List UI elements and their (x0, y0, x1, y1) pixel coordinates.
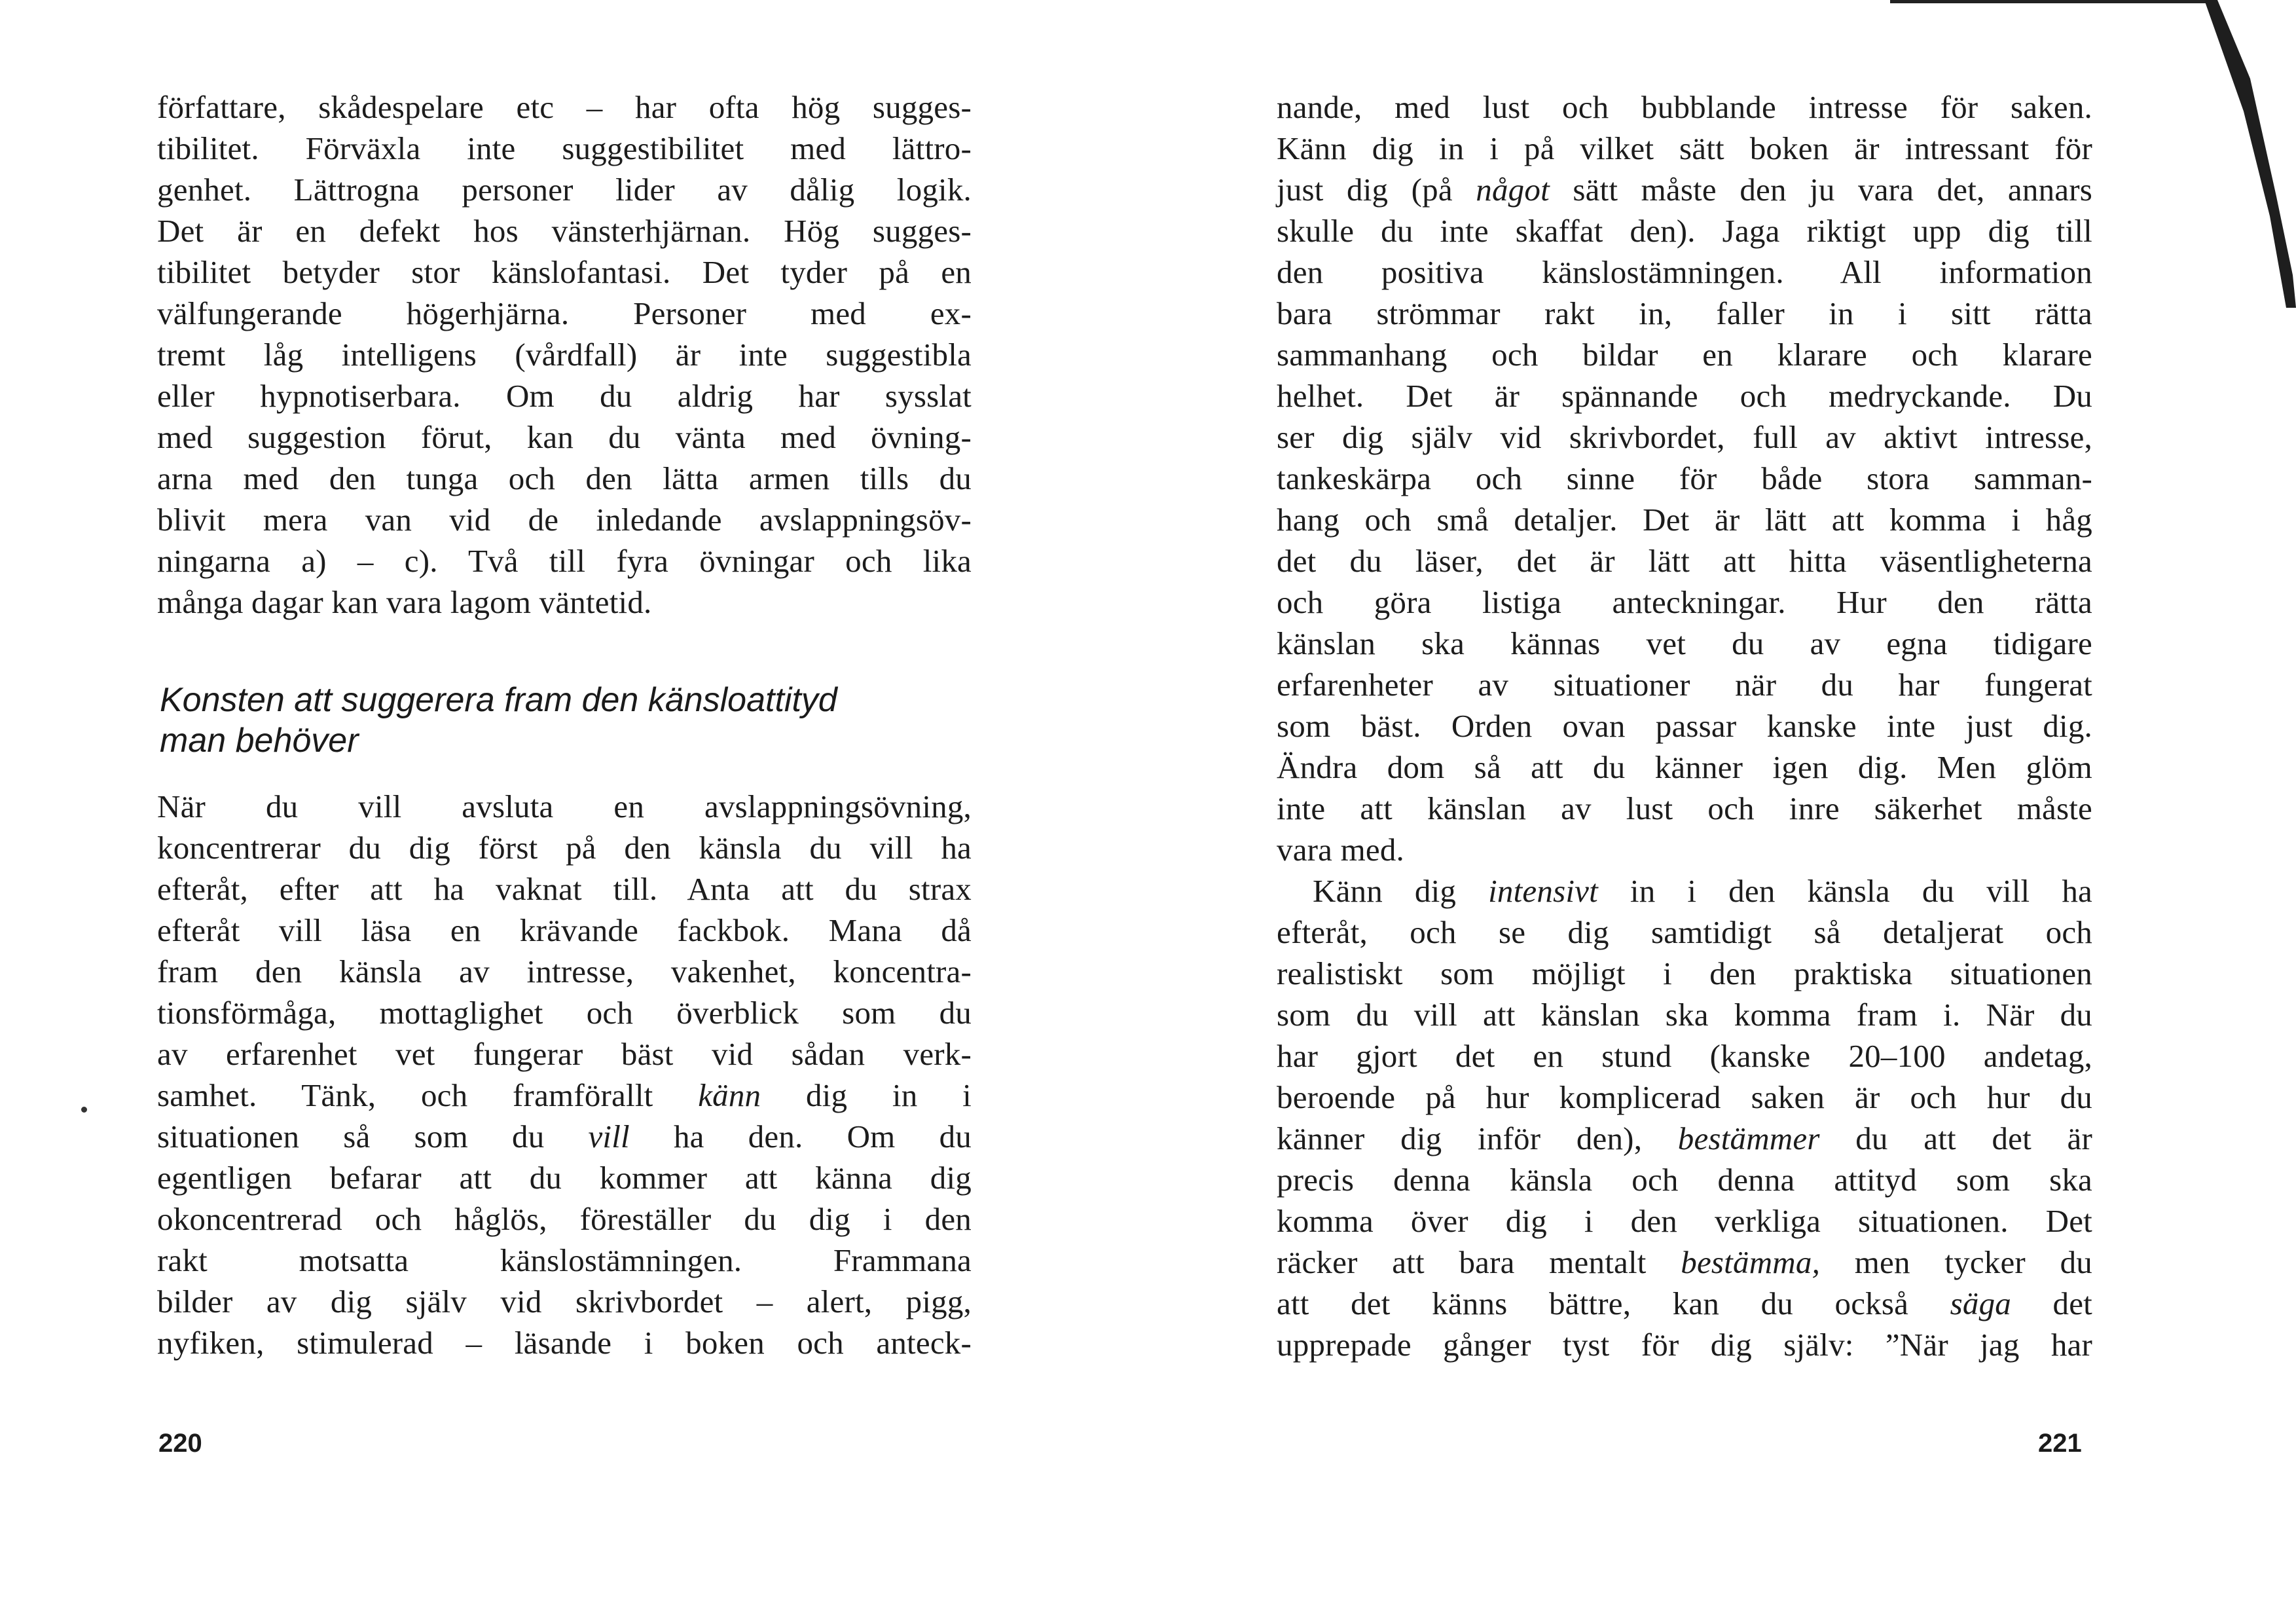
emphasized-word: något (1476, 172, 1550, 208)
page-number: 220 (158, 1429, 202, 1458)
text-line: erfarenheter av situationer när du har fungerat (1277, 667, 2092, 703)
scan-page-edge (2204, 0, 2296, 308)
text-line: blivit mera van vid de inledande avslappningsöv- (157, 502, 972, 538)
text-line: välfungerande högerhjärna. Personer med ex- (157, 295, 972, 331)
text-segment: just dig (på (1277, 172, 1476, 208)
text-line: som du vill att känslan ska komma fram i. När du (1277, 997, 2092, 1033)
emphasized-word: vill (588, 1118, 630, 1154)
text-line: och göra listiga anteckningar. Hur den rätta (1277, 584, 2092, 620)
text-line: Det är en defekt hos vänsterhjärnan. Hög sugges- (157, 213, 972, 249)
text-line (1313, 870, 2092, 912)
text-line: egentligen befarar att du kommer att känna dig (157, 1160, 972, 1196)
text-segment: ha den. Om du (629, 1118, 972, 1154)
page-number: 221 (2038, 1429, 2082, 1458)
text-line: känslan ska kännas vet du av egna tidigare (1277, 625, 2092, 661)
right-page (1148, 0, 2296, 1624)
text-segment: räcker att bara mentalt (1277, 1244, 1681, 1280)
emphasized-word: intensivt (1488, 873, 1598, 909)
text-line: den positiva känslostämningen. All information (1277, 254, 2092, 290)
text-line: ningarna a) – c). Två till fyra övningar och lika (157, 543, 972, 579)
text-line (1277, 1283, 2092, 1324)
text-line (1277, 169, 2092, 210)
text-line: tremt låg intelligens (vårdfall) är inte suggestibla (157, 337, 972, 373)
emphasized-word: känn (698, 1077, 761, 1113)
text-line: arna med den tunga och den lätta armen tills du (157, 460, 972, 496)
text-line: efteråt, efter att ha vaknat till. Anta att du strax (157, 871, 972, 907)
text-line: När du vill avsluta en avslappningsövning, (157, 788, 972, 824)
text-line: nande, med lust och bubblande intresse för saken. (1277, 89, 2092, 125)
text-segment: samhet. Tänk, och framförallt (157, 1077, 699, 1113)
text-segment: men tycker du (1820, 1244, 2092, 1280)
text-segment: det (2011, 1285, 2092, 1321)
text-line: upprepade gånger tyst för dig själv: ”När jag har (1277, 1327, 2092, 1363)
text-line: bilder av dig själv vid skrivbordet – alert, pigg, (157, 1283, 972, 1320)
text-segment: in i den känsla du vill ha (1597, 873, 2092, 909)
text-line: nyfiken, stimulerad – läsande i boken och anteck- (157, 1325, 972, 1361)
text-line: genhet. Lättrogna personer lider av dålig logik. (157, 172, 972, 208)
text-line: efteråt, och se dig samtidigt så detaljerat och (1277, 914, 2092, 950)
text-line: eller hypnotiserbara. Om du aldrig har sysslat (157, 378, 972, 414)
text-line: ser dig själv vid skrivbordet, full av aktivt intresse, (1277, 419, 2092, 455)
text-line: tankeskärpa och sinne för både stora samman- (1277, 460, 2092, 496)
section-heading-line: man behöver (160, 722, 359, 760)
text-line: okoncentrerad och håglös, föreställer du dig i den (157, 1201, 972, 1237)
emphasized-word: säga (1950, 1285, 2011, 1321)
text-line: hang och små detaljer. Det är lätt att komma i håg (1277, 502, 2092, 538)
text-line: med suggestion förut, kan du vänta med övning- (157, 419, 972, 455)
text-line: koncentrerar du dig först på den känsla du vill ha (157, 830, 972, 866)
text-line: det du läser, det är lätt att hitta väsentligheterna (1277, 543, 2092, 579)
text-line: skulle du inte skaffat den). Jaga riktigt upp dig till (1277, 213, 2092, 249)
text-line: fram den känsla av intresse, vakenhet, koncentra- (157, 953, 972, 989)
text-line: precis denna känsla och denna attityd som ska (1277, 1162, 2092, 1198)
text-line (157, 1116, 972, 1157)
text-line: tibilitet. Förväxla inte suggestibilitet med lättro- (157, 130, 972, 166)
emphasized-word: bestämma, (1681, 1244, 1821, 1280)
text-line: beroende på hur komplicerad saken är och hur du (1277, 1079, 2092, 1115)
text-line: efteråt vill läsa en krävande fackbok. Mana då (157, 912, 972, 948)
text-line: vara med. (1277, 832, 1404, 868)
text-line: komma över dig i den verkliga situationen. Det (1277, 1203, 2092, 1239)
text-line: tibilitet betyder stor känslofantasi. Det tyder på en (157, 254, 972, 290)
text-segment: känner dig inför den), (1277, 1120, 1678, 1156)
text-line: Ändra dom så att du känner igen dig. Men glöm (1277, 749, 2092, 785)
text-line: inte att känslan av lust och inre säkerhet måste (1277, 790, 2092, 826)
text-line (157, 1075, 972, 1116)
text-line: helhet. Det är spännande och medryckande. Du (1277, 378, 2092, 414)
text-segment: situationen så som du (157, 1118, 589, 1154)
text-line: Känn dig in i på vilket sätt boken är intressant för (1277, 130, 2092, 166)
scan-speck (81, 1107, 87, 1113)
text-line: sammanhang och bildar en klarare och klarare (1277, 337, 2092, 373)
text-segment: dig in i (761, 1077, 972, 1113)
section-heading-line: Konsten att suggerera fram den känsloattityd (160, 681, 837, 719)
text-segment: sätt måste den ju vara det, annars (1549, 172, 2092, 208)
text-line: författare, skådespelare etc – har ofta hög sugges- (157, 89, 972, 125)
text-line: många dagar kan vara lagom väntetid. (157, 584, 652, 620)
text-line: bara strömmar rakt in, faller in i sitt rätta (1277, 295, 2092, 331)
scan-edge-line (1890, 0, 2217, 3)
text-segment: du att det är (1819, 1120, 2092, 1156)
text-line: tionsförmåga, mottaglighet och överblick som du (157, 995, 972, 1031)
text-line: realistiskt som möjligt i den praktiska situationen (1277, 955, 2092, 991)
text-line: rakt motsatta känslostämningen. Frammana (157, 1242, 972, 1278)
text-segment: att det känns bättre, kan du också (1277, 1285, 1950, 1321)
text-line: har gjort det en stund (kanske 20–100 andetag, (1277, 1038, 2092, 1074)
emphasized-word: bestämmer (1677, 1120, 1820, 1156)
text-line (1277, 1242, 2092, 1283)
text-line: som bäst. Orden ovan passar kanske inte just dig. (1277, 708, 2092, 744)
text-line (1277, 1118, 2092, 1159)
text-line: av erfarenhet vet fungerar bäst vid sådan verk- (157, 1036, 972, 1072)
text-segment: Känn dig (1313, 873, 1489, 909)
